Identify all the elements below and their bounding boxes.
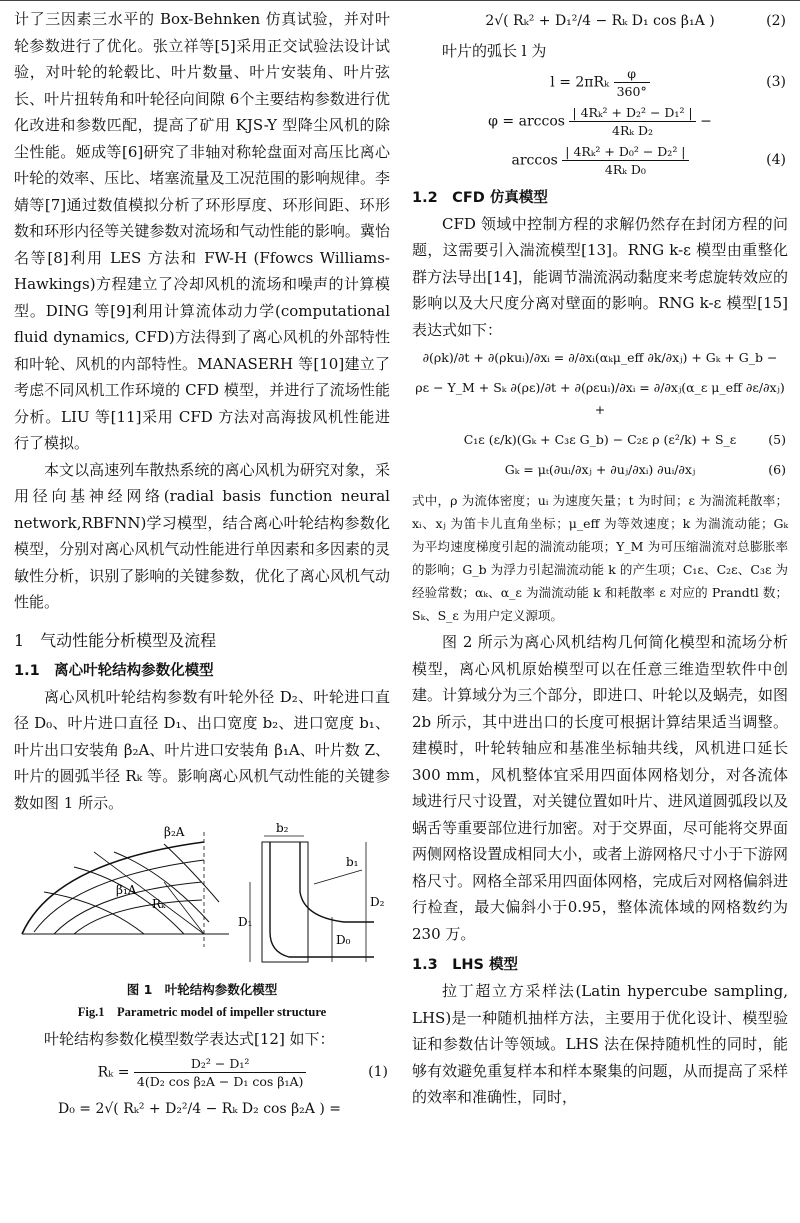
eq5c-text: C₁ε (ε/k)(Gₖ + C₃ε G_b) − C₂ε ρ (ε²/k) + S_ε [463,432,737,447]
eq1-numerator: D₂² − D₁² [134,1055,307,1073]
eq6-number: (6) [768,462,786,477]
eq3-number: (3) [766,74,786,90]
section-heading-1: 1 气动性能分析模型及流程 [14,630,217,650]
eq3-lhs: l = 2πRₖ [550,74,610,90]
figure-2-paragraph: 图 2 所示为离心风机结构几何简化模型和流场分析模型，离心风机原始模型可以在任意三维造型软件中创建。计算域分为三个部分，即进口、叶轮以及蜗壳，如图 2b 所示，其中进出口的长度可根据计算结果适当调整。建模时，叶轮转轴应和基准坐标轴共线，风机进口延长 300 mm，风机整体宜采用四面体网格划分，对各流体域进行尺寸设置，对关键位置如叶片、进风道圆弧段以及蜗舌等重要部位进行加密。对于交界面，尽可能将交界面两侧网格设置成相同大小，或者上游网格尺寸小于下游网格尺寸。网格全部采用四面体网格，完成后对网格偏斜进行检查，最大偏斜小于0.95，整体流体域的网格数约为 230 万。 [412,633,788,943]
eq5-number: (5) [768,432,786,447]
lhs-paragraph: 拉丁超立方采样法(Latin hypercube sampling, LHS)是一种随机抽样方法，主要用于优化设计、模型验证和参数估计等领域。LHS 法在保持随机性的同时，能够有效避免重复样本和样本聚集的问题，从而提高了采样的效率和准确性，同时， [412,982,788,1106]
eq3-numerator: φ [614,65,650,83]
eq4a-lhs: φ = arccos [488,113,565,129]
label-rk: Rₖ [152,897,166,911]
equation-intro: 叶轮结构参数化模型数学表达式[12] 如下： [44,1030,335,1048]
eq4b-numerator: | 4Rₖ² + D₀² − D₂² | [562,143,688,161]
label-d1: D₁ [238,915,253,929]
label-b1: b₁ [346,855,359,869]
equation-1 [14,1055,390,1090]
eq4a-fraction [569,104,695,139]
label-b2: b₂ [276,822,289,835]
equation-2b [412,10,788,32]
equation-6 [412,459,788,481]
intro-paragraph: 计了三因素三水平的 Box-Behnken 仿真试验，并对叶轮参数进行了优化。张立祥等[5]采用正交试验法设计试验，对叶轮的轮毂比、叶片数量、叶片安装角、叶片弦长、叶片扭转角和叶轮径向间隙 6个主要结构参数进行优化改进和参数匹配，提高了矿用 KJS-Y 型降尘风机的除尘性能。姬成等[6]研究了非轴对称轮盘面对高压比离心叶轮的效率、压比、堵塞流量及工况范围的影响规律。李婧等[7]通过数值模拟分析了环形厚度、环形间距、环形数和环形内径等关键参数对流场和气动性能的影响。冀怡名等[8]利用 LES 方法和 FW-H (Ffowcs Williams-Hawkings)方程建立了冷却风机的流场和噪声的计算模型。DING 等[9]利用计算流体动力学(computational fluid dynamics, CFD)方法得到了离心风机的外部特性和叶轮、风机的内部特性。MANASERH 等[10]建立了考虑不同风机工作环境的 CFD 模型，并进行了流场性能分析。LIU 等[11]采用 CFD 方法对高海拔风机性能进行了模拟。 [14,10,390,452]
impeller-params-paragraph: 离心风机叶轮结构参数有叶轮外径 D₂、叶轮进口直径 D₀、叶片进口直径 D₁、出口宽度 b₂、进口宽度 b₁、叶片出口安装角 β₂A、叶片进口安装角 β₁A、叶片数 Z、叶片的圆弧半径 Rₖ 等。影响离心风机气动性能的关键参数如图 1 所示。 [14,687,390,812]
eq3-denominator: 360° [616,83,647,99]
eq4b-denominator: 4Rₖ D₀ [604,161,646,177]
equation-4a: φ = arccos $\frac{\text{| 4Rₖ² + D₂² − D₁² |}}{\text{4Rₖ D₂}}$ − [488,104,712,138]
eq4a-numerator: | 4Rₖ² + D₂² − D₁² | [569,104,695,122]
eq1-fraction [134,1055,307,1090]
eq1-lhs: Rₖ = [97,1064,130,1080]
eq5a-text: ∂(ρk)/∂t + ∂(ρkuᵢ)/∂xᵢ = ∂/∂xᵢ(αₖμ_eff ∂k/∂xⱼ) + Gₖ + G_b − [422,350,778,365]
eq2b-text: 2√( Rₖ² + D₁²/4 − Rₖ D₁ cos β₁A ) [485,13,715,29]
eq4b-fraction [562,143,688,178]
label-beta2a: β₂A [164,825,185,839]
impeller-diagram [14,822,390,972]
label-beta1a: β₁A [116,883,137,897]
label-d2: D₂ [370,895,385,909]
arc-length-intro: 叶片的弧长 l 为 [442,42,547,60]
subsection-heading-1-3: 1.3 LHS 模型 [412,957,519,973]
subsection-heading-1-1: 1.1 离心叶轮结构参数化模型 [14,662,214,679]
eq2-number: (2) [766,13,786,29]
eq2a-text: D₀ = 2√( Rₖ² + D₂²/4 − Rₖ D₂ cos β₂A ) = [58,1100,342,1117]
eq5b-text: ρε − Y_M + Sₖ ∂(ρε)/∂t + ∂(ρεuᵢ)/∂xᵢ = ∂/∂xⱼ(α_ε μ_eff ∂ε/∂xⱼ) + [415,380,785,417]
label-d0: D₀ [336,933,351,947]
figure-1 [14,822,390,1020]
equation-5c [412,429,788,451]
eq1-number: (1) [368,1064,388,1080]
eq4a-denominator: 4Rₖ D₂ [612,122,653,138]
eq3-fraction [614,65,650,100]
figure-1-caption-cn: 图 1 叶轮结构参数化模型 [126,982,278,997]
cfd-paragraph: CFD 领域中控制方程的求解仍然存在封闭方程的问题，这需要引入湍流模型[13]。RNG k-ε 模型由重整化群方法导出[14]，能调节湍流涡动黏度来考虑旋转效应的影响以及大尺度分离对壁面的影响。RNG k-ε 模型[15] 表达式如下： [412,214,788,339]
eq4-number: (4) [766,152,786,168]
aim-paragraph: 本文以高速列车散热系统的离心风机为研究对象，采用径向基神经网络(radial basis function neural network,RBFNN)学习模型，结合离心叶轮结构参数化模型，分别对离心风机气动性能进行单因素和多因素的灵敏性分析，识别了影响的关键参数，优化了离心风机气动性能。 [14,460,390,611]
eq1-denominator: 4(D₂ cos β₂A − D₁ cos β₁A) [136,1073,304,1089]
equation-3 [412,65,788,100]
right-column [412,0,788,1111]
left-column [14,0,390,1120]
equation-2a [14,1098,390,1120]
subsection-heading-1-2: 1.2 CFD 仿真模型 [412,189,548,206]
symbol-definitions: 式中，ρ 为流体密度；uᵢ 为速度矢量；t 为时间；ε 为湍流耗散率；xᵢ、xⱼ 为笛卡儿直角坐标；μ_eff 为等效速度；k 为湍流动能；Gₖ 为平均速度梯度引起的湍流动能项；Y_M 为可压缩湍流对总膨胀率的影响；G_b 为浮力引起湍流动能 k 的产生项；C₁ε、C₂ε、C₃ε 为经验常数；αₖ、α_ε 为湍流动能 k 和耗散率 ε 对应的 Prandtl 数；Sₖ、S_ε 为用户定义源项。 [412,493,788,623]
equation-4b [412,143,788,178]
equation-5a [412,347,788,369]
eq4b-lhs: arccos [511,152,558,168]
figure-1-caption-en: Fig.1 Parametric model of impeller structure [77,1005,327,1019]
eq6-text: Gₖ = μₜ(∂uᵢ/∂xⱼ + ∂uⱼ/∂xᵢ) ∂uᵢ/∂xⱼ [504,462,696,477]
equation-5b [412,377,788,421]
